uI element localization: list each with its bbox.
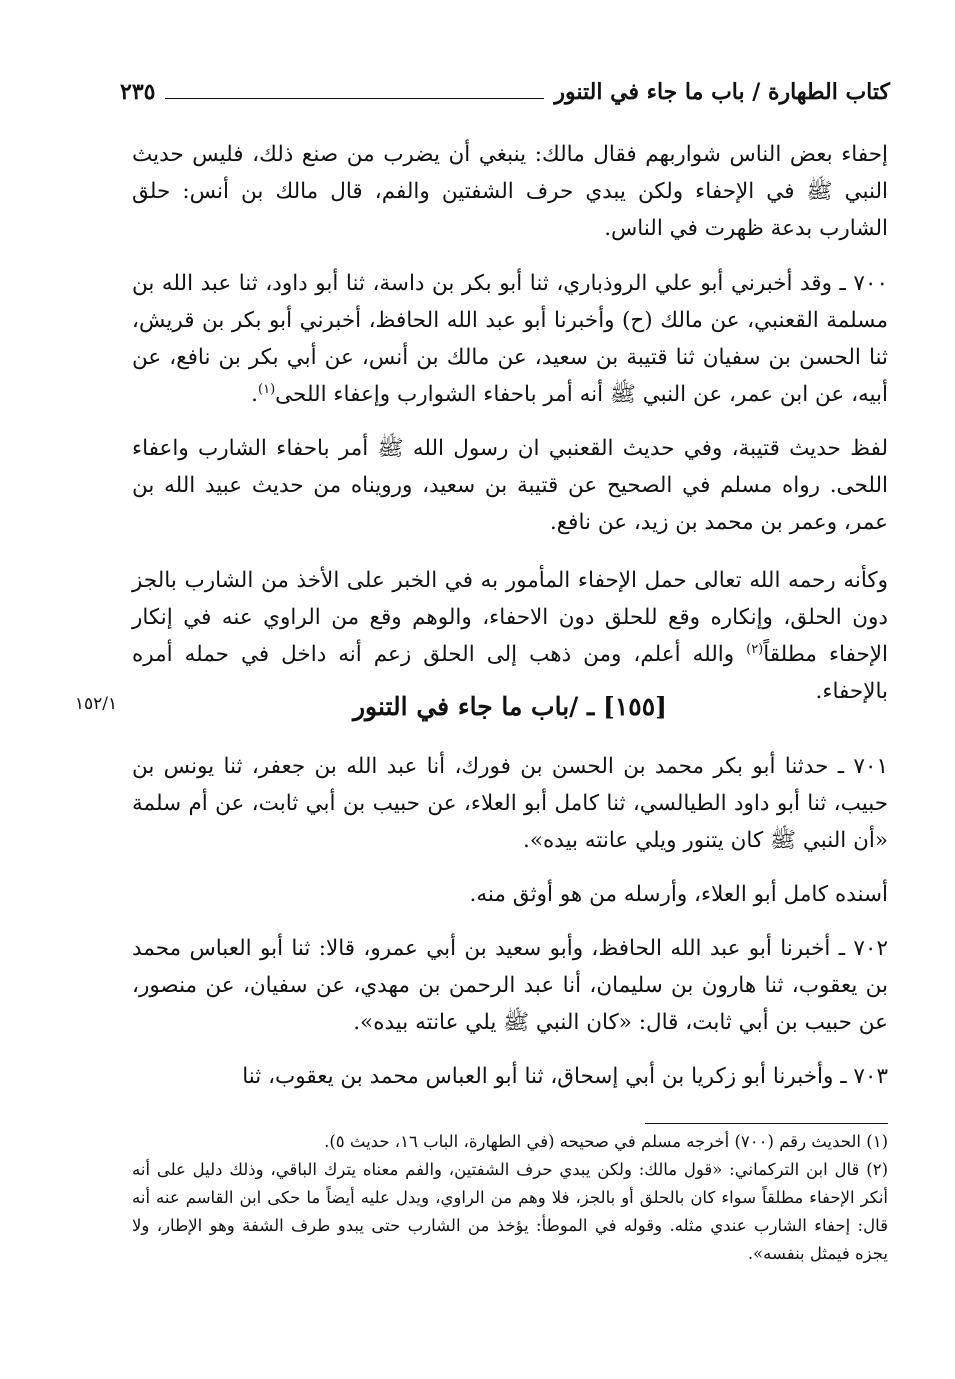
footnote-separator (645, 1123, 888, 1124)
paragraph-3 (132, 430, 888, 541)
paragraph-1-text: إحفاء بعض الناس شواربهم فقال مالك: ينبغي أن يضرب من صنع ذلك، فليس حديث النبي ﷺ في الإحفاء ولكن يبدي حرف الشفتين والفم، قال مالك بن أنس: حلق الشارب بدعة ظهرت في الناس. (132, 142, 888, 241)
hadith-700-text: ٧٠٠ ـ وقد أخبرني أبو علي الروذباري، ثنا أبو بكر بن داسة، ثنا أبو داود، ثنا عبد الله بن مسلمة القعنبي، عن مالك (ح) وأخبرنا أبو عبد الله الحافظ، أخبرني أبو بكر بن قريش، ثنا الحسن بن سفيان ثنا قتيبة بن سعيد، عن مالك بن أنس، عن أبي بكر بن نافع، عن أبيه، عن ابن عمر، عن النبي ﷺ أنه أمر باحفاء الشوارب وإعفاء اللحى (132, 271, 888, 407)
paragraph-6 (132, 876, 888, 913)
hadith-703-text: ٧٠٣ ـ وأخبرنا أبو زكريا بن أبي إسحاق، ثنا أبو العباس محمد بن يعقوب، ثنا (242, 1064, 888, 1089)
footnote-ref-2: (٢) (746, 641, 764, 657)
running-header (120, 72, 890, 112)
chapter-heading: [١٥٥] ـ /باب ما جاء في التنور (352, 692, 668, 721)
hadith-702-text: ٧٠٢ ـ أخبرنا أبو عبد الله الحافظ، وأبو سعيد بن أبي عمرو، قالا: ثنا أبو العباس محمد بن يعقوب، ثنا هارون بن سليمان، أنا عبد الرحمن بن مهدي، عن سفيان، عن منصور، عن حبيب بن أبي ثابت، قال: «كان النبي ﷺ يلي عانته بيده». (132, 936, 888, 1035)
hadith-702 (132, 930, 888, 1041)
hadith-700-end: . (251, 382, 258, 407)
header-title: كتاب الطهارة / باب ما جاء في التنور (554, 79, 890, 105)
margin-reference: ١٥٢/١ (74, 694, 118, 714)
paragraph-4 (132, 562, 888, 710)
hadith-700 (132, 265, 888, 413)
footnote-2: (٢) قال ابن التركماني: «قول مالك: ولكن يبدي حرف الشفتين، والفم معناه يترك الباقي، وذلك دليل على أنه أنكر الإحفاء مطلقاً سواء كان بالحلق أو بالجز، فلا وهم من الراوي، ويدل عليه أيضاً ما حكى ابن القاسم عنه أنه قال: إحفاء الشارب عندي مثله. وقوله في الموطأ: يؤخذ من الشارب حتى يبدو طرف الشفة وهو الإطار، ولا يجزه فيمثل بنفسه». (132, 1160, 888, 1263)
paragraph-4-paragraph (132, 562, 888, 710)
footnote-1: (١) الحديث رقم (٧٠٠) أخرجه مسلم في صحيحه (في الطهارة، الباب ١٦، حديث ٥). (324, 1132, 888, 1151)
hadith-701 (132, 748, 888, 859)
page-number: ٢٣٥ (120, 79, 156, 105)
header-rule (165, 98, 544, 99)
hadith-703 (132, 1058, 888, 1095)
footnote-ref-1: (١) (258, 381, 276, 397)
hadith-700-paragraph (132, 265, 888, 413)
paragraph-3-text: لفظ حديث قتيبة، وفي حديث القعنبي ان رسول الله ﷺ أمر باحفاء الشارب واعفاء اللحى. رواه مسلم في الصحيح عن قتيبة بن سعيد، ورويناه من حديث عبيد الله بن عمر، وعمر بن محمد بن زيد، عن نافع. (132, 436, 888, 535)
paragraph-1 (132, 136, 888, 247)
paragraph-6-text: أسنده كامل أبو العلاء، وأرسله من هو أوثق منه. (469, 882, 888, 907)
footnotes (132, 1128, 888, 1268)
hadith-701-text: ٧٠١ ـ حدثنا أبو بكر محمد بن الحسن بن فورك، أنا عبد الله بن جعفر، ثنا يونس بن حبيب، ثنا أبو داود الطيالسي، ثنا كامل أبو العلاء، عن حبيب بن أبي ثابت، عن أم سلمة «أن النبي ﷺ كان يتنور ويلي عانته بيده». (132, 754, 888, 853)
paragraph-4-text: وكأنه رحمه الله تعالى حمل الإحفاء المأمور به في الخبر على الأخذ من الشارب بالجز دون الحلق، وإنكاره وقع للحلق دون الاحفاء، والوهم وقع من الراوي عنه في إنكار الإحفاء مطلقاً (132, 568, 889, 667)
paragraph-4-end: والله أعلم، ومن ذهب إلى الحلق زعم أنه داخل في حمله أمره بالإحفاء. (132, 642, 888, 704)
